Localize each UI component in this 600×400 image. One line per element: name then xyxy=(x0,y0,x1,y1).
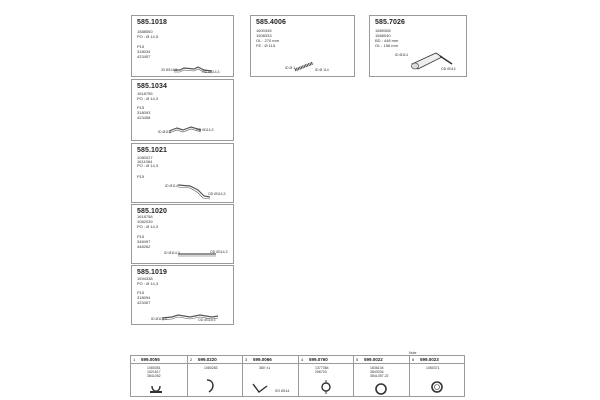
ref-line: 1600345 xyxy=(256,28,272,33)
flex-pipe-drawing xyxy=(293,60,317,74)
ref-line: 1636104 xyxy=(370,366,384,370)
ref-line: 423457 xyxy=(137,300,151,305)
ref-line: 1080371 xyxy=(426,366,440,370)
ref-line: 1508333 xyxy=(256,33,272,38)
accessories-strip xyxy=(130,355,465,397)
part-card-585-7026[interactable] xyxy=(369,15,467,77)
ref-line: 1594338 xyxy=(137,276,153,281)
part-number: 585.1034 xyxy=(137,83,167,90)
accessory-cell[interactable] xyxy=(354,356,410,396)
dimension-label: ID Ø 1 xyxy=(285,66,296,70)
ref-line: 1618758 xyxy=(137,214,153,219)
cell-number: 3 xyxy=(245,357,248,362)
ref-line: 1589308 xyxy=(375,28,391,33)
note-label: Note xyxy=(409,351,417,355)
dimension-label: ID Ø114,3 xyxy=(151,317,167,321)
ref-line: 1588550 xyxy=(137,29,153,34)
ref-line: 1080027 xyxy=(137,155,153,160)
part-card-585-1019[interactable] xyxy=(131,265,234,325)
part-card-585-1021[interactable] xyxy=(131,143,234,203)
muffler-drawing xyxy=(402,48,460,76)
ref-line: OL : 270 mm xyxy=(256,38,279,43)
accessory-cell[interactable] xyxy=(131,356,188,396)
mount-icon xyxy=(319,380,333,394)
ref-line: PO : Ø 14,5 xyxy=(137,34,159,39)
dimension-label: OD Ø114,3 xyxy=(202,70,220,74)
accessory-cell[interactable] xyxy=(243,356,299,396)
dimension-label: ID Ø 114 xyxy=(315,68,329,72)
dimension-label: ID Ø114 xyxy=(158,130,171,134)
dimension-label: 33 Ø114,3 xyxy=(161,68,178,72)
gasket-ring-icon xyxy=(430,380,444,394)
ref-line: 318034 xyxy=(137,49,151,54)
dimension-label: ID Ø114 xyxy=(165,184,178,188)
ref-line: 423457 xyxy=(137,54,151,59)
part-number: 585.4006 xyxy=(256,19,286,26)
ref-line: 1568040 xyxy=(375,33,391,38)
ref-line: P15 xyxy=(137,174,145,179)
dimension-label: OD Ø114,3 xyxy=(208,192,226,196)
part-card-585-1020[interactable] xyxy=(131,204,234,264)
ref-line: OL : 156 mm xyxy=(375,43,398,48)
ref-line: 318094 xyxy=(137,295,151,300)
ref-line: PO : Ø 14,3 xyxy=(137,281,159,286)
ref-line: 3843034 xyxy=(370,370,384,374)
ref-line: P15 xyxy=(137,105,145,110)
ref-line: 1521617 xyxy=(147,370,161,374)
accessory-part-number: 599.0055 xyxy=(141,357,160,362)
ref-line: 384L057.22 xyxy=(370,374,389,378)
pipe-drawing xyxy=(176,180,216,200)
accessory-cell[interactable] xyxy=(299,356,354,396)
ref-line: 1618755 xyxy=(137,91,153,96)
accessory-part-number: 599.0760 xyxy=(309,357,328,362)
ref-line: 380' x1 xyxy=(259,366,271,370)
dimension-label: OD Ø114 xyxy=(441,67,456,71)
dimension-label: OD Ø114,3 xyxy=(198,318,216,322)
cell-number: 2 xyxy=(190,357,193,362)
dimension-label: SO Ø114 xyxy=(275,389,290,393)
part-card-585-1018[interactable] xyxy=(131,15,234,77)
ref-line: 1377384 xyxy=(315,366,329,370)
hanger-icon xyxy=(204,378,218,394)
bracket-icon xyxy=(251,380,269,394)
dimension-label: ID Ø114,3 xyxy=(164,251,180,255)
part-number: 585.1020 xyxy=(137,208,167,215)
dimension-label: ID Ø114 xyxy=(395,53,408,57)
ref-line: P15 xyxy=(137,290,145,295)
part-card-585-1034[interactable] xyxy=(131,79,234,141)
ref-line: BD : 448 mm xyxy=(375,38,399,43)
accessory-part-number: 599.0022 xyxy=(364,357,383,362)
ref-line: 318093 xyxy=(137,110,151,115)
ref-line: 256703 xyxy=(315,370,327,374)
ref-line: P15 xyxy=(137,44,145,49)
ref-line: 1611064 xyxy=(137,159,153,164)
cell-number: 6 xyxy=(412,357,415,362)
part-number: 585.1021 xyxy=(137,147,167,154)
cell-number: 4 xyxy=(301,357,304,362)
cell-number: 5 xyxy=(356,357,359,362)
cell-number: 1 xyxy=(133,357,136,362)
ref-line: 448262 xyxy=(137,244,151,249)
part-number: 585.1018 xyxy=(137,19,167,26)
ref-line: 348497 xyxy=(137,239,151,244)
part-card-585-4006[interactable] xyxy=(250,15,355,77)
ref-line: PO : Ø 14,3 xyxy=(137,96,159,101)
ref-line: 423458 xyxy=(137,115,151,120)
ref-line: P15 xyxy=(137,234,145,239)
clamp-icon xyxy=(149,383,163,395)
dimension-label: OD Ø114,3 xyxy=(210,250,228,254)
accessory-part-number: 599.0066 xyxy=(253,357,272,362)
accessory-cell[interactable] xyxy=(188,356,243,396)
ref-line: 1080351 xyxy=(147,366,161,370)
part-number: 585.7026 xyxy=(375,19,405,26)
ref-line: 1080283 xyxy=(204,366,218,370)
ref-line: 384L052 xyxy=(147,374,161,378)
ref-line: PO : Ø 14,3 xyxy=(137,224,159,229)
ref-line: FE : Ø 115 xyxy=(256,43,276,48)
ref-line: PO : Ø 14,3 xyxy=(137,163,159,168)
accessory-part-number: 599.0023 xyxy=(420,357,439,362)
ref-line: 1082039 xyxy=(137,219,153,224)
accessory-cell[interactable] xyxy=(410,356,464,396)
dimension-label: OD Ø114,3 xyxy=(196,128,214,132)
accessory-part-number: 599.0220 xyxy=(198,357,217,362)
part-number: 585.1019 xyxy=(137,269,167,276)
gasket-ring-icon xyxy=(374,382,388,396)
